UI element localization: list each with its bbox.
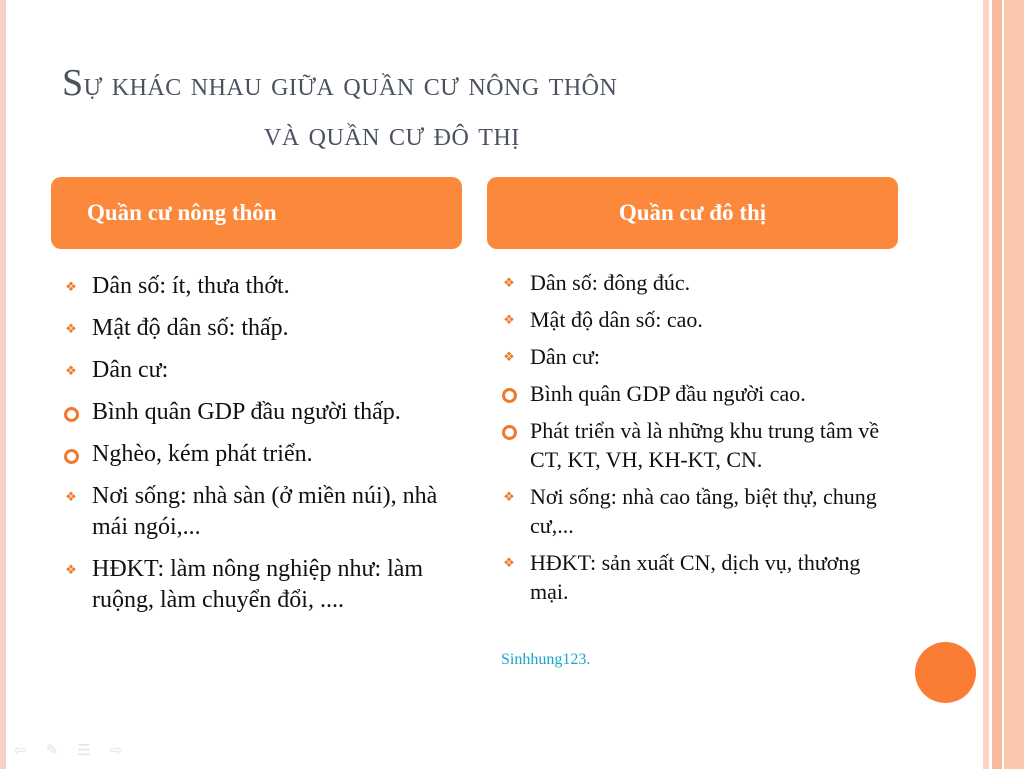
diamond-bullet-icon: ❖ xyxy=(65,562,77,577)
credit-text: Sinhhung123. xyxy=(501,651,591,668)
urban-list xyxy=(490,268,890,614)
list-item: Bình quân GDP đầu người cao. xyxy=(490,379,890,408)
list-item: Nghèo, kém phát triển. xyxy=(52,439,452,470)
list-item: ❖ Nơi sống: nhà sàn (ở miền núi), nhà mái ngói,... xyxy=(52,481,452,543)
header-rural-label: Quần cư nông thôn xyxy=(87,200,277,225)
decorative-circle xyxy=(915,642,976,703)
slideshow-nav xyxy=(10,741,126,759)
list-item: ❖ Mật độ dân số: thấp. xyxy=(52,313,452,344)
list-item: ❖ Dân số: ít, thưa thớt. xyxy=(52,271,452,302)
diamond-bullet-icon: ❖ xyxy=(65,363,77,378)
circle-bullet-icon xyxy=(64,407,79,422)
list-item: ❖ Dân cư: xyxy=(490,342,890,371)
right-stripe xyxy=(983,0,989,769)
circle-bullet-icon xyxy=(64,449,79,464)
slide-title: Sự khác nhau giữa quần cư nông thôn và quần cư đô thị xyxy=(62,62,618,153)
diamond-bullet-icon: ❖ xyxy=(65,489,77,504)
back-arrow-icon[interactable]: ⇦ xyxy=(13,741,27,759)
list-item: ❖ Nơi sống: nhà cao tầng, biệt thự, chung cư,... xyxy=(490,482,890,540)
menu-icon[interactable]: ☰ xyxy=(77,741,91,759)
right-stripe xyxy=(992,0,1002,769)
diamond-bullet-icon: ❖ xyxy=(503,275,515,290)
diamond-bullet-icon: ❖ xyxy=(65,279,77,294)
right-stripe xyxy=(1004,0,1024,769)
rural-list xyxy=(52,271,452,627)
header-urban-label: Quần cư đô thị xyxy=(618,200,767,225)
diamond-bullet-icon: ❖ xyxy=(503,489,515,504)
list-item: ❖ HĐKT: làm nông nghiệp như: làm ruộng, làm chuyển đổi, .... xyxy=(52,554,452,616)
header-urban xyxy=(487,177,898,249)
diamond-bullet-icon: ❖ xyxy=(503,555,515,570)
circle-bullet-icon xyxy=(502,425,517,440)
list-item: ❖ Mật độ dân số: cao. xyxy=(490,305,890,334)
diamond-bullet-icon: ❖ xyxy=(503,312,515,327)
pen-icon[interactable]: ✎ xyxy=(45,741,59,759)
list-item: Phát triển và là những khu trung tâm về CT, KT, VH, KH-KT, CN. xyxy=(490,416,890,474)
left-border xyxy=(0,0,6,769)
diamond-bullet-icon: ❖ xyxy=(65,321,77,336)
circle-bullet-icon xyxy=(502,388,517,403)
list-item: Bình quân GDP đầu người thấp. xyxy=(52,397,452,428)
diamond-bullet-icon: ❖ xyxy=(503,349,515,364)
list-item: ❖ Dân cư: xyxy=(52,355,452,386)
list-item: ❖ Dân số: đông đúc. xyxy=(490,268,890,297)
forward-arrow-icon[interactable]: ⇨ xyxy=(109,741,123,759)
header-rural xyxy=(51,177,462,249)
list-item: ❖ HĐKT: sản xuất CN, dịch vụ, thương mại. xyxy=(490,548,890,606)
